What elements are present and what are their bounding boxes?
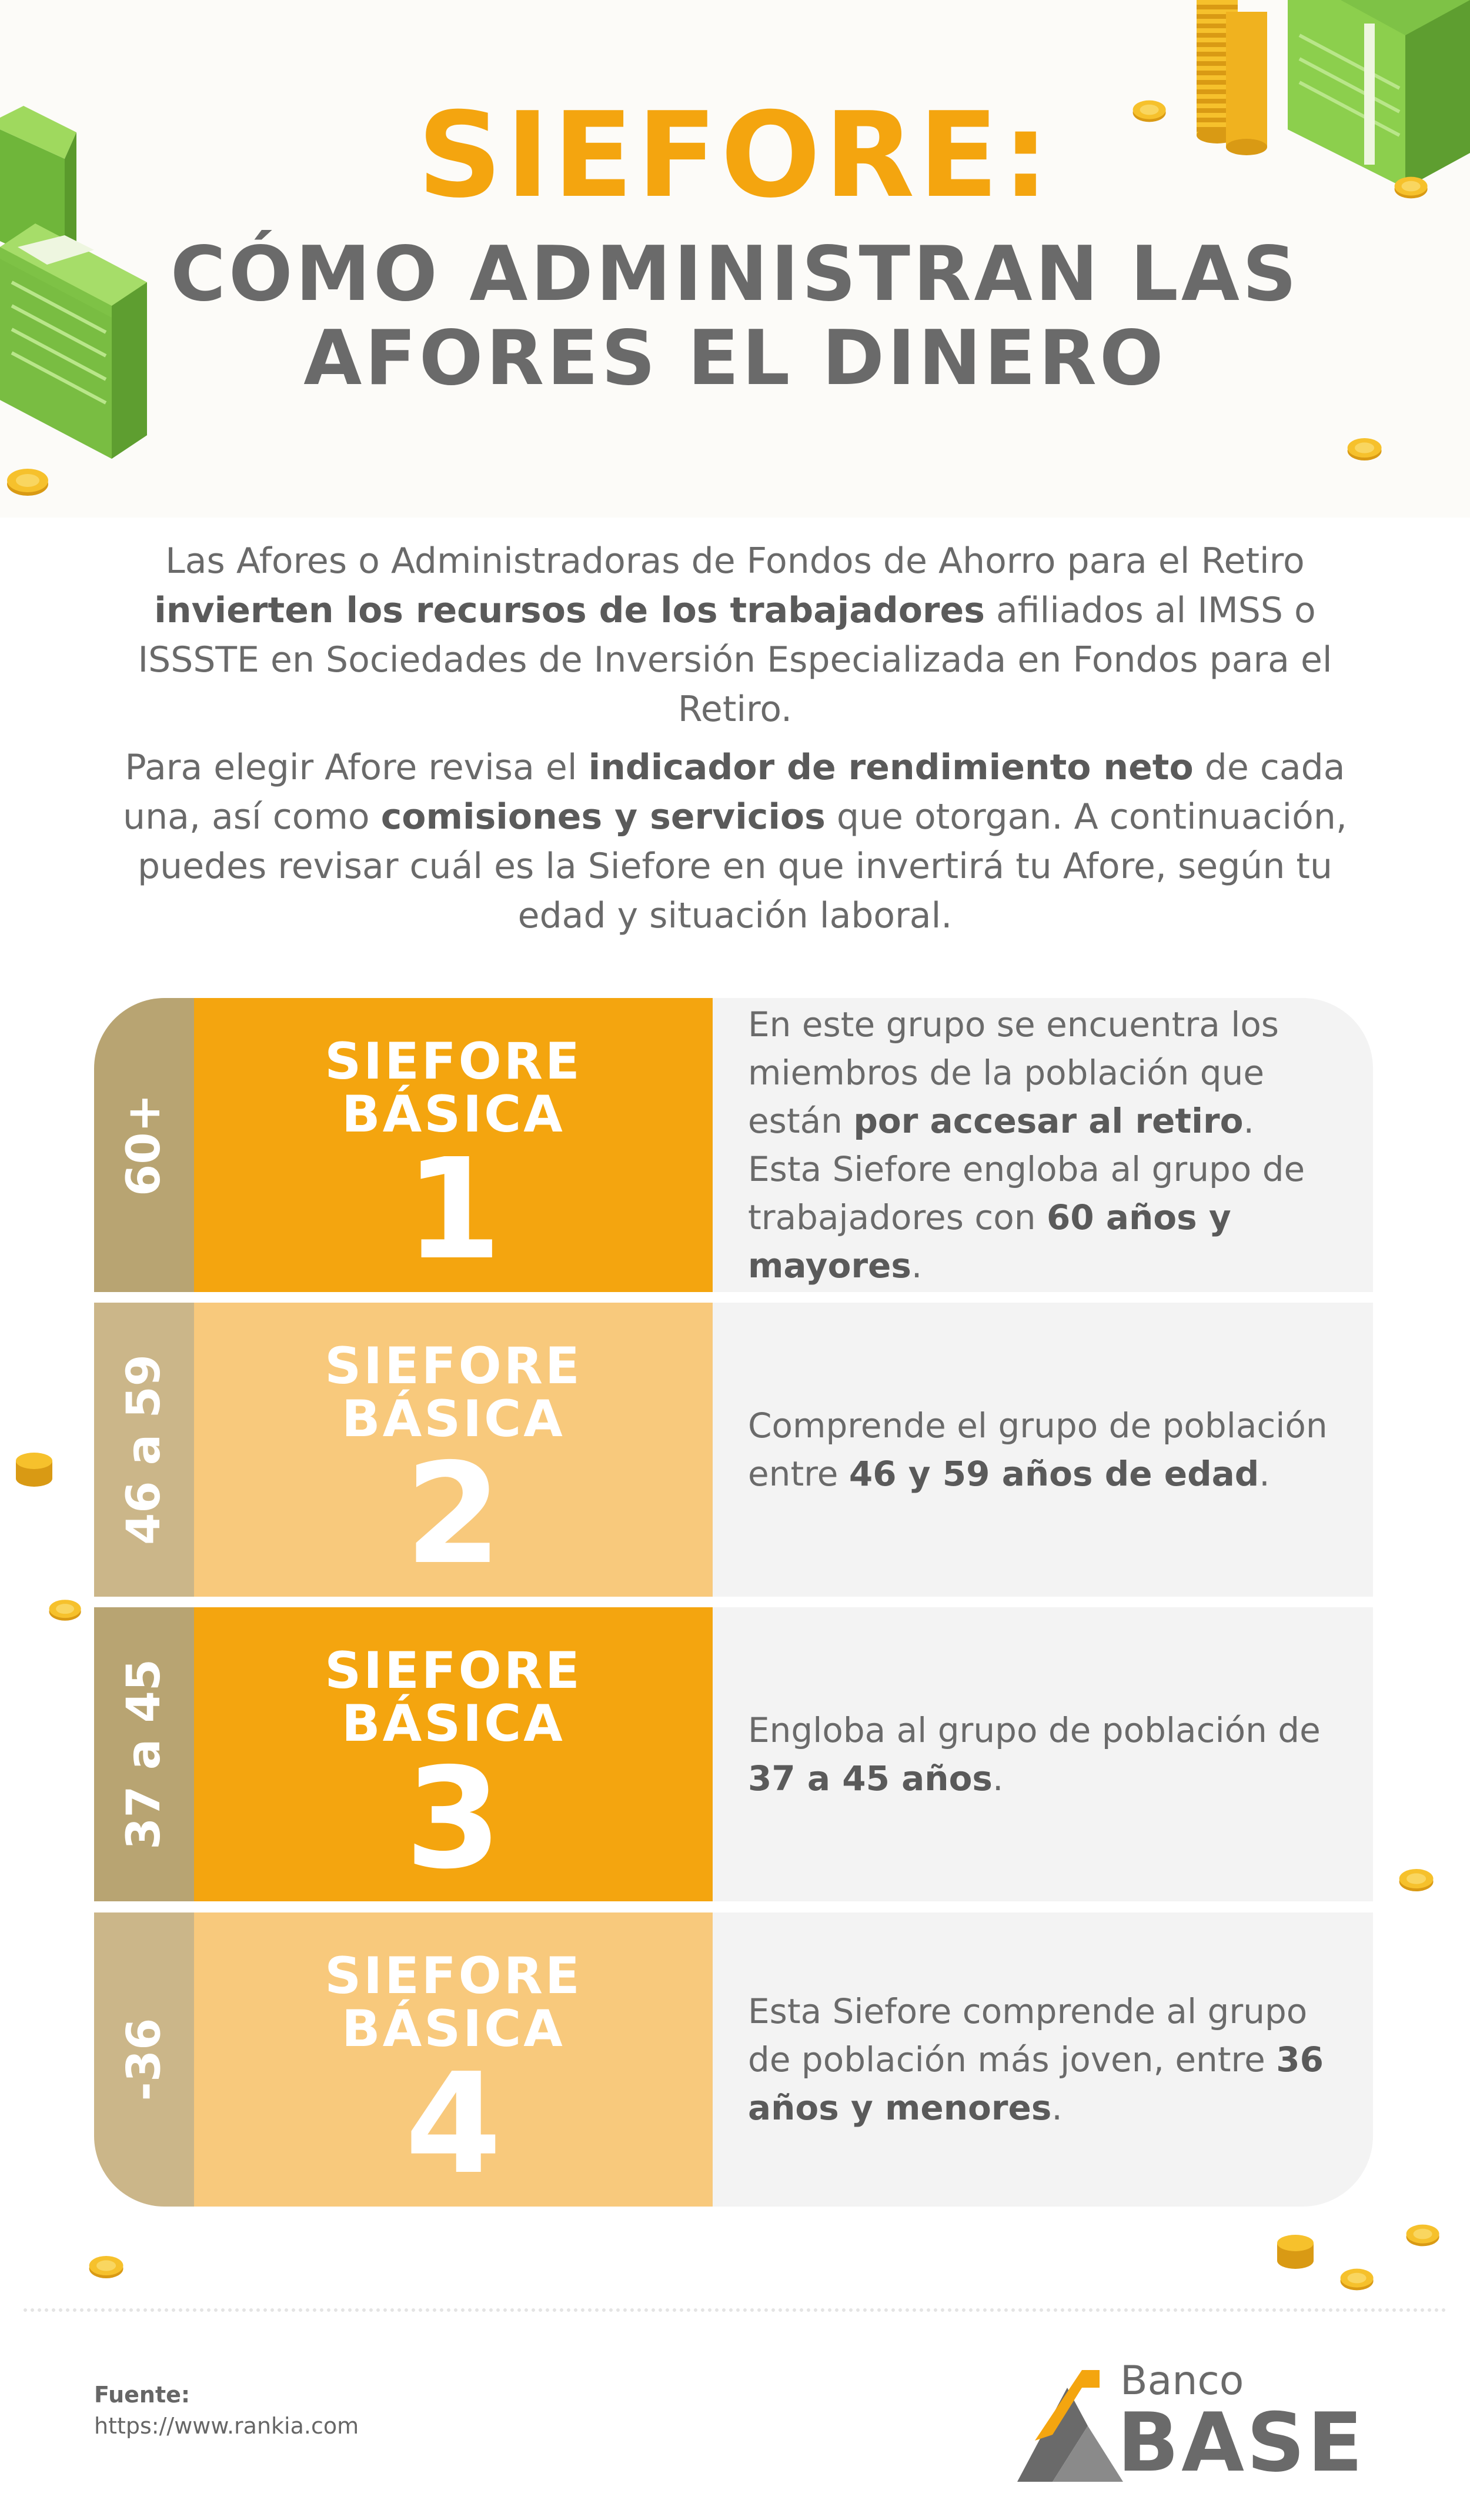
coin-icon [48,1598,82,1622]
banco-base-logo [1011,2352,1388,2488]
siefore-number: 3 [405,1738,502,1900]
siefore-group-1 [94,998,1373,1292]
desc-text: . [1051,2088,1063,2128]
banco-base-logo-icon [1011,2364,1129,2482]
age-range-label [94,1303,194,1597]
siefore-name-line-1: SIEFORE [325,1337,582,1396]
siefore-group-2 [94,1303,1373,1597]
age-range-text: -36 [117,2018,171,2101]
coin-icon [1405,2223,1441,2248]
age-range-text: 46 a 59 [118,1354,171,1546]
siefore-name [194,998,713,1292]
siefore-name-line-2: BÁSICA [342,1390,565,1448]
desc-highlight: 36 años y menores [748,2040,1324,2128]
desc-highlight: 37 a 45 años [748,1758,993,1798]
intro-text: Las Afores o Administradoras de Fondos de Ahorro para el Retiro [165,540,1305,582]
desc-text: Engloba al grupo de población de [748,1710,1321,1750]
siefore-name-line-1: SIEFORE [325,1641,582,1700]
intro-text: Para elegir Afore revisa el [125,747,589,788]
intro-text: de cada una, así como [123,747,1345,837]
coin-icon [6,468,50,497]
siefore-number: 1 [405,1129,502,1290]
age-range-text: 37 a 45 [118,1658,171,1850]
intro-highlight: invierten los recursos de los trabajadores [154,590,985,631]
siefore-name-line-2: BÁSICA [342,2000,565,2058]
desc-highlight: 46 y 59 años de edad [848,1454,1259,1494]
age-range-label [94,1607,194,1901]
siefore-groups [94,998,1373,2207]
logo-text-banco: Banco [1120,2358,1244,2404]
siefore-description [713,998,1373,1292]
desc-text: . [1259,1454,1270,1494]
siefore-number: 2 [405,1433,502,1595]
desc-text: . [911,1246,923,1286]
desc-text: . [992,1758,1004,1798]
siefore-name-line-1: SIEFORE [325,1947,582,2005]
page-title: SIEFORE: [417,87,1053,224]
age-range-label [94,1912,194,2207]
coin-icon [88,2254,125,2280]
desc-highlight: 60 años y mayores [748,1197,1231,1286]
dotted-divider [24,2308,1446,2312]
intro-highlight: comisiones y servicios [380,796,826,837]
coin-icon [1347,436,1383,462]
siefore-description [713,1912,1373,2207]
coin-icon [1276,2235,1315,2270]
siefore-name-line-1: SIEFORE [325,1032,582,1091]
desc-text: Comprende el grupo de población entre [748,1406,1328,1494]
siefore-name [194,1607,713,1901]
siefore-name [194,1912,713,2207]
coin-icon [1398,1867,1435,1893]
desc-highlight: por accesar al retiro [853,1101,1244,1141]
subtitle-line-2: AFORES EL DINERO [303,315,1167,403]
intro-text: que otorgan. A continuación, puedes revisar cuál es la Siefore en que invertirá tu Afore, según tu edad y situación laboral. [137,796,1347,936]
desc-text: Esta Siefore comprende al grupo de población más joven, entre [748,1991,1308,2080]
intro-paragraph-1 [118,536,1352,734]
siefore-name-line-2: BÁSICA [342,1694,565,1753]
age-range-text: 60+ [118,1094,171,1196]
coin-icon [15,1453,54,1488]
siefore-description [713,1607,1373,1901]
siefore-group-4 [94,1912,1373,2207]
siefore-name [194,1303,713,1597]
desc-text: . Esta Siefore engloba al grupo de trabajadores con [748,1101,1305,1237]
intro-paragraph-2 [118,743,1352,940]
page-subtitle [0,232,1470,401]
siefore-description [713,1303,1373,1597]
age-range-label [94,998,194,1292]
intro-highlight: indicador de rendimiento neto [588,747,1194,788]
subtitle-line-1: CÓMO ADMINISTRAN LAS [170,231,1300,318]
logo-text-base: BASE [1117,2395,1365,2490]
siefore-group-3 [94,1607,1373,1901]
siefore-number: 4 [405,2043,502,2205]
intro-text: afiliados al IMSS o ISSSTE en Sociedades de Inversión Especializada en Fondos para el Retiro. [138,590,1332,730]
desc-text: En este grupo se encuentra los miembros de la población que están [748,1004,1279,1141]
source-link[interactable]: https://www.rankia.com [94,2413,359,2439]
source-label: Fuente: [94,2382,191,2408]
coin-icon [1339,2267,1375,2292]
siefore-name-line-2: BÁSICA [342,1085,565,1144]
